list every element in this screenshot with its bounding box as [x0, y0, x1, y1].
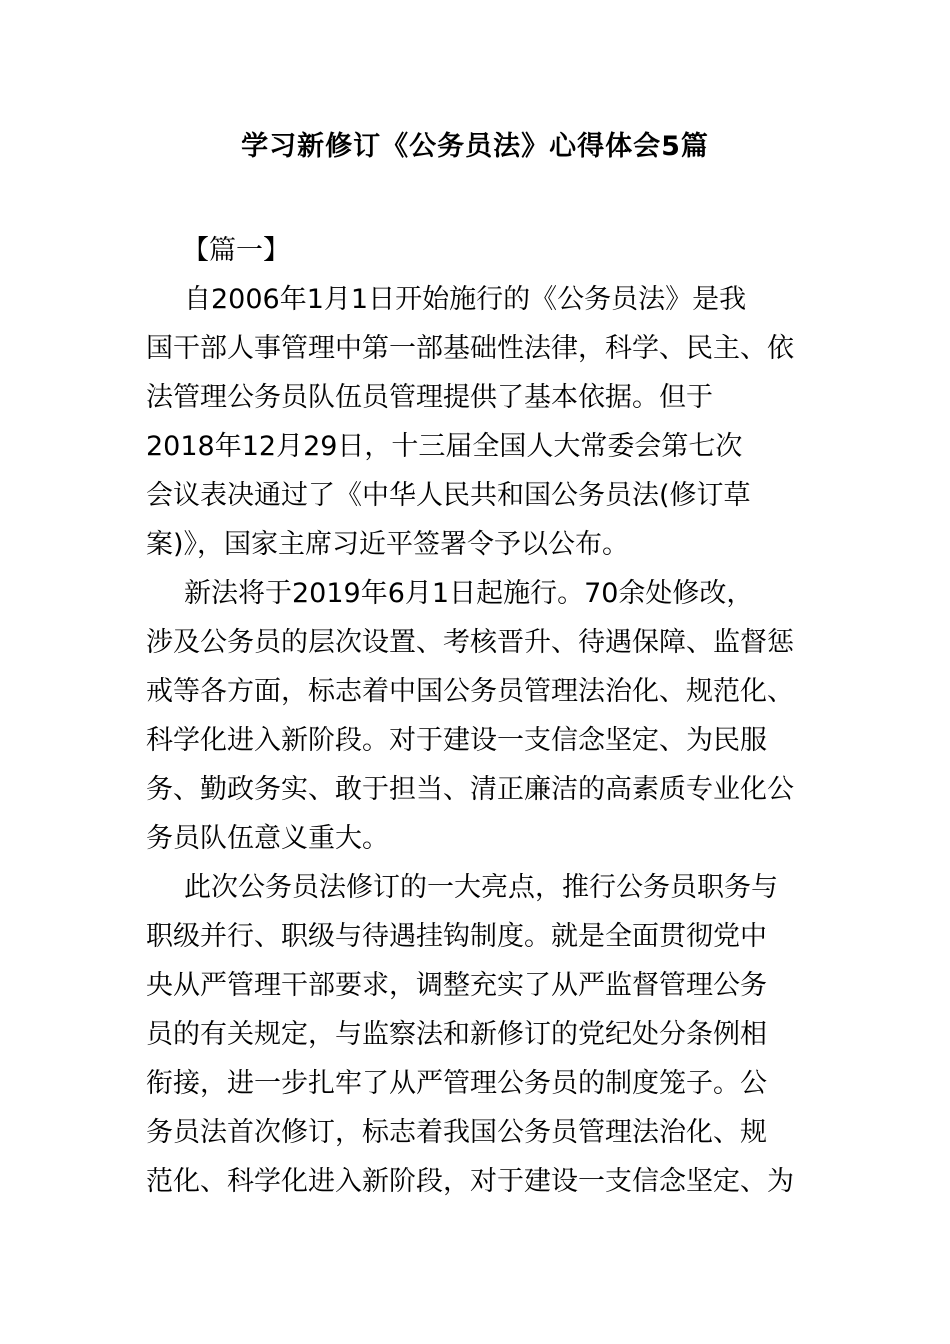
document-body: [146, 226, 808, 1206]
paragraph-line: 范化、科学化进入新阶段，对于建设一支信念坚定、为: [146, 1166, 794, 1197]
paragraph-line: 职级并行、职级与待遇挂钩制度。就是全面贯彻党中: [146, 921, 767, 952]
paragraph-2: [146, 569, 808, 863]
paragraph-line: 戒等各方面，标志着中国公务员管理法治化、规范化、: [146, 676, 794, 707]
paragraph-line: 务员队伍意义重大。: [146, 823, 389, 854]
paragraph-1: [146, 275, 808, 569]
paragraph-line: 涉及公务员的层次设置、考核晋升、待遇保障、监督惩: [146, 627, 794, 658]
paragraph-line: 科学化进入新阶段。对于建设一支信念坚定、为民服: [146, 725, 767, 756]
paragraph-line: 务、勤政务实、敢于担当、清正廉洁的高素质专业化公: [146, 774, 794, 805]
paragraph-line: 会议表决通过了《中华人民共和国公务员法(修订草: [146, 480, 751, 511]
paragraph-line: 员的有关规定，与监察法和新修订的党纪处分条例相: [146, 1019, 767, 1050]
paragraph-line: 自2006年1月1日开始施行的《公务员法》是我: [184, 284, 747, 315]
paragraph-line: 此次公务员法修订的一大亮点，推行公务员职务与: [184, 872, 778, 903]
section-label: 【篇一】: [182, 235, 290, 266]
paragraph-line: 法管理公务员队伍员管理提供了基本依据。但于: [146, 382, 713, 413]
paragraph-line: 务员法首次修订，标志着我国公务员管理法治化、规: [146, 1117, 767, 1148]
paragraph-line: 案)》，国家主席习近平签署令予以公布。: [146, 529, 630, 560]
paragraph-line: 衔接，进一步扎牢了从严管理公务员的制度笼子。公: [146, 1068, 767, 1099]
paragraph-3: [146, 863, 808, 1206]
document-title: 学习新修订《公务员法》心得体会5篇: [241, 131, 709, 162]
paragraph-line: 新法将于2019年6月1日起施行。70余处修改，: [184, 578, 754, 609]
paragraph-line: 国干部人事管理中第一部基础性法律，科学、民主、依: [146, 333, 794, 364]
paragraph-line: 央从严管理干部要求，调整充实了从严监督管理公务: [146, 970, 767, 1001]
paragraph-line: 2018年12月29日，十三届全国人大常委会第七次: [146, 431, 743, 462]
